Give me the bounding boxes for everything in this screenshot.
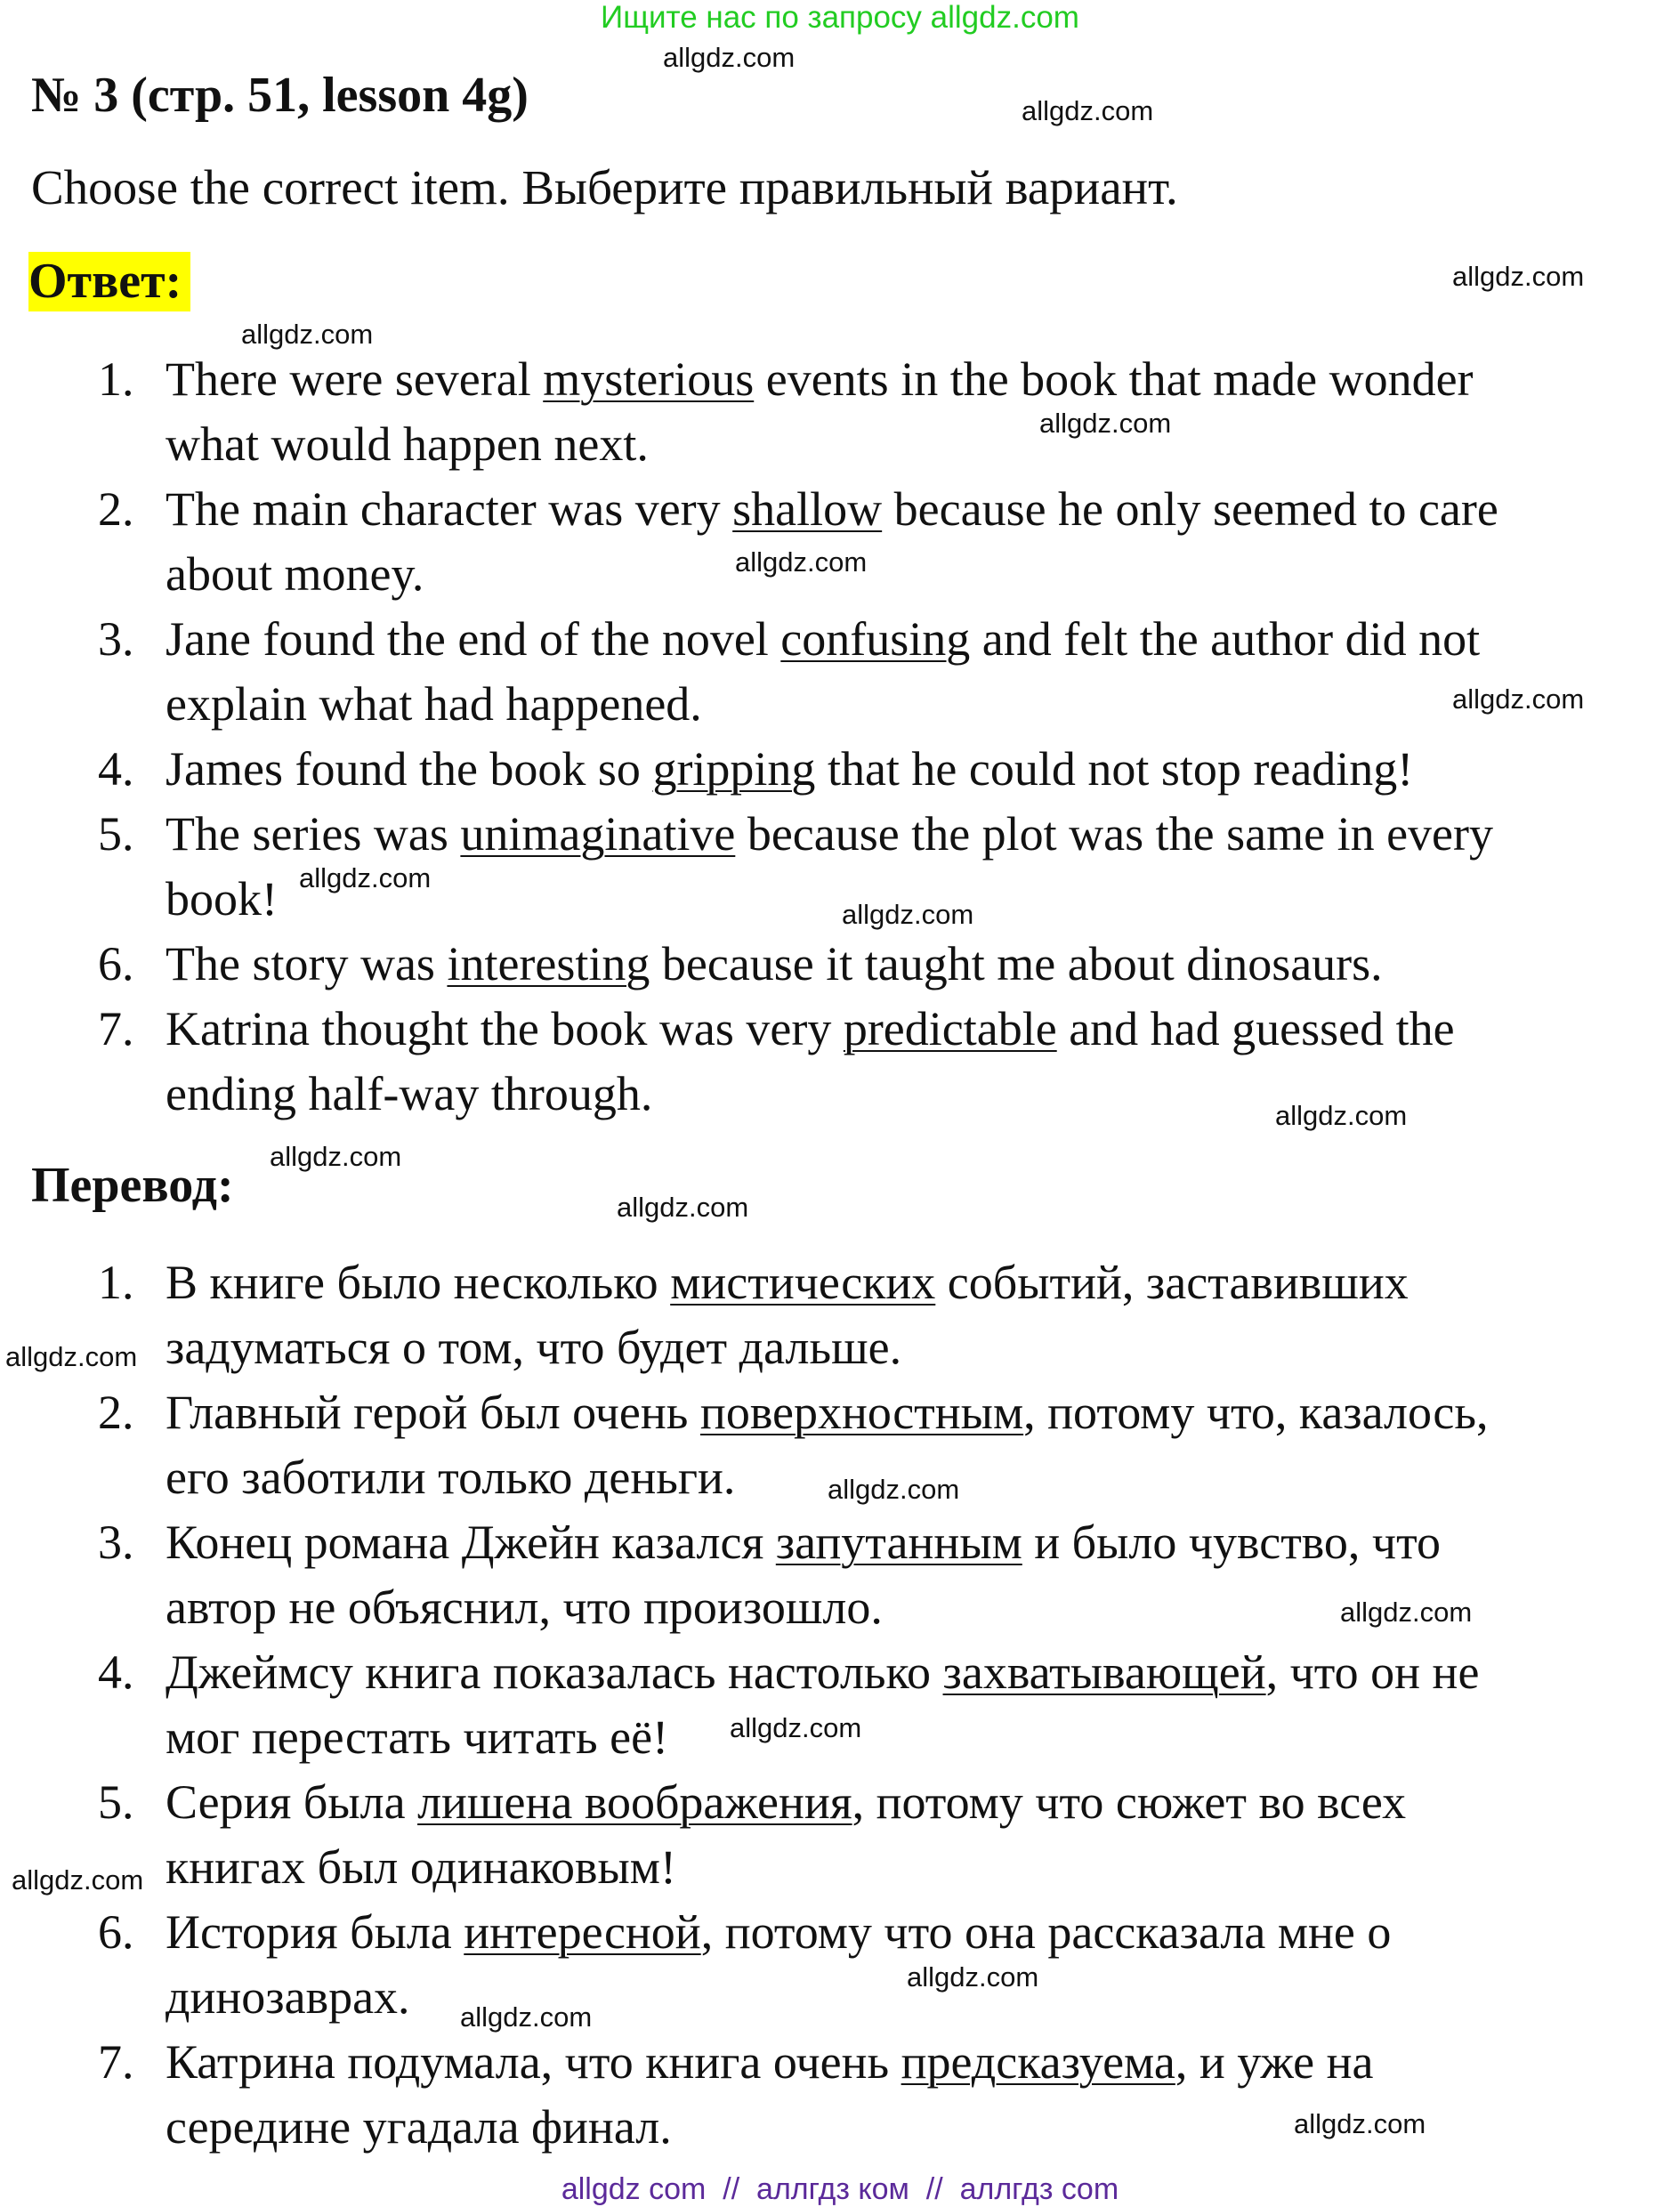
item-text-before: Главный герой был очень xyxy=(166,1386,700,1439)
footer-watermark: allgdz com // аллгдз ком // аллгдз com xyxy=(561,2172,1119,2206)
item-text-after: , потому что сюжет во всех книгах был одинаковым! xyxy=(166,1775,1407,1894)
item-text-before: Серия была xyxy=(166,1775,418,1829)
list-item xyxy=(0,1250,1669,1380)
item-text-after: , что он не мог перестать читать её! xyxy=(166,1645,1480,1764)
item-answer: мистических xyxy=(670,1256,936,1309)
watermark: allgdz.com xyxy=(5,1341,138,1372)
item-number: 7. xyxy=(98,2035,134,2089)
item-answer: лишена воображения xyxy=(417,1775,852,1829)
item-answer: запутанным xyxy=(775,1516,1022,1569)
item-answer: gripping xyxy=(652,742,816,796)
watermark: allgdz.com xyxy=(460,2001,593,2033)
item-text-before: Джеймсу книга показалась настолько xyxy=(166,1645,943,1699)
item-number: 6. xyxy=(98,937,134,990)
item-text-before: В книге было несколько xyxy=(166,1256,671,1309)
watermark: allgdz.com xyxy=(12,1864,144,1896)
watermark: allgdz.com xyxy=(735,546,868,578)
item-text-after: and felt the author did not explain what had happened. xyxy=(166,612,1481,731)
item-text-after: because the plot was the same in every book! xyxy=(166,807,1493,926)
search-banner: Ищите нас по запросу allgdz.com xyxy=(601,0,1079,35)
watermark: allgdz.com xyxy=(907,1961,1039,1993)
item-text-after: , и уже на середине угадала финал. xyxy=(166,2035,1374,2154)
list-item xyxy=(0,1900,1669,2030)
item-number: 1. xyxy=(98,352,134,406)
item-number: 1. xyxy=(98,1256,134,1309)
item-number: 3. xyxy=(98,612,134,666)
list-item xyxy=(0,932,1669,997)
item-text-after: and had guessed the ending half-way through. xyxy=(166,1002,1455,1120)
item-text-before: There were several xyxy=(166,352,544,406)
list-item xyxy=(0,607,1669,737)
watermark: allgdz.com xyxy=(1452,261,1585,292)
list-item xyxy=(0,997,1669,1127)
watermark: allgdz.com xyxy=(1452,683,1585,715)
list-item xyxy=(0,802,1669,932)
item-text-after: , потому что она рассказала мне о динозаврах. xyxy=(166,1905,1392,2024)
watermark: allgdz.com xyxy=(241,319,374,350)
item-text-before: The main character was very xyxy=(166,482,733,536)
watermark: allgdz.com xyxy=(842,899,974,930)
list-item xyxy=(0,347,1669,477)
item-answer: interesting xyxy=(447,937,650,990)
watermark: allgdz.com xyxy=(1275,1100,1408,1131)
watermark: allgdz.com xyxy=(1340,1597,1473,1628)
watermark: allgdz.com xyxy=(299,862,432,893)
watermark: allgdz.com xyxy=(270,1141,402,1172)
list-item xyxy=(0,1640,1669,1770)
item-answer: интересной xyxy=(464,1905,701,1959)
item-answer: mysterious xyxy=(543,352,755,406)
watermark: allgdz.com xyxy=(1039,408,1172,439)
list-item xyxy=(0,2030,1669,2160)
exercise-title: № 3 (стр. 51, lesson 4g) xyxy=(31,68,529,123)
item-text-after: that he could not stop reading! xyxy=(815,742,1414,796)
list-item xyxy=(0,1770,1669,1900)
list-item xyxy=(0,737,1669,802)
item-number: 2. xyxy=(98,1386,134,1439)
item-number: 5. xyxy=(98,807,134,861)
answers-list xyxy=(0,347,1680,1127)
translation-label: Перевод: xyxy=(31,1158,234,1213)
watermark: allgdz.com xyxy=(1022,95,1154,126)
item-text-before: История была xyxy=(166,1905,464,1959)
item-answer: confusing xyxy=(780,612,971,666)
item-answer: unimaginative xyxy=(460,807,736,861)
item-number: 2. xyxy=(98,482,134,536)
item-number: 4. xyxy=(98,1645,134,1699)
item-answer: predictable xyxy=(843,1002,1057,1055)
watermark: allgdz.com xyxy=(1294,2108,1426,2139)
list-item xyxy=(0,477,1669,607)
item-text-before: The series was xyxy=(166,807,461,861)
item-number: 5. xyxy=(98,1775,134,1829)
item-answer: поверхностным xyxy=(699,1386,1024,1439)
item-text-before: The story was xyxy=(166,937,448,990)
item-answer: предсказуема xyxy=(901,2035,1175,2089)
item-number: 7. xyxy=(98,1002,134,1055)
translations-list xyxy=(0,1250,1680,2160)
watermark: allgdz.com xyxy=(730,1712,862,1743)
item-number: 3. xyxy=(98,1516,134,1569)
item-number: 4. xyxy=(98,742,134,796)
item-number: 6. xyxy=(98,1905,134,1959)
item-text-after: because he only seemed to care about money. xyxy=(166,482,1498,601)
item-text-after: , потому что, казалось, его заботили только деньги. xyxy=(166,1386,1489,1504)
item-text-before: Катрина подумала, что книга очень xyxy=(166,2035,901,2089)
item-text-after: и было чувство, что автор не объяснил, что произошло. xyxy=(166,1516,1441,1634)
item-text-after: events in the book that made wonder what would happen next. xyxy=(166,352,1474,471)
watermark: allgdz.com xyxy=(617,1192,749,1223)
item-answer: shallow xyxy=(732,482,883,536)
item-text-after: because it taught me about dinosaurs. xyxy=(650,937,1383,990)
watermark: allgdz.com xyxy=(828,1474,960,1505)
item-text-before: Конец романа Джейн казался xyxy=(166,1516,776,1569)
watermark: allgdz.com xyxy=(663,42,796,73)
answer-label: Ответ: xyxy=(28,252,190,311)
item-text-before: Katrina thought the book was very xyxy=(166,1002,844,1055)
item-text-after: событий, заставивших задуматься о том, что будет дальше. xyxy=(166,1256,1409,1374)
item-answer: захватывающей xyxy=(942,1645,1266,1699)
item-text-before: Jane found the end of the novel xyxy=(166,612,781,666)
item-text-before: James found the book so xyxy=(166,742,653,796)
instruction: Choose the correct item. Выберите правильный вариант. xyxy=(31,160,1178,214)
